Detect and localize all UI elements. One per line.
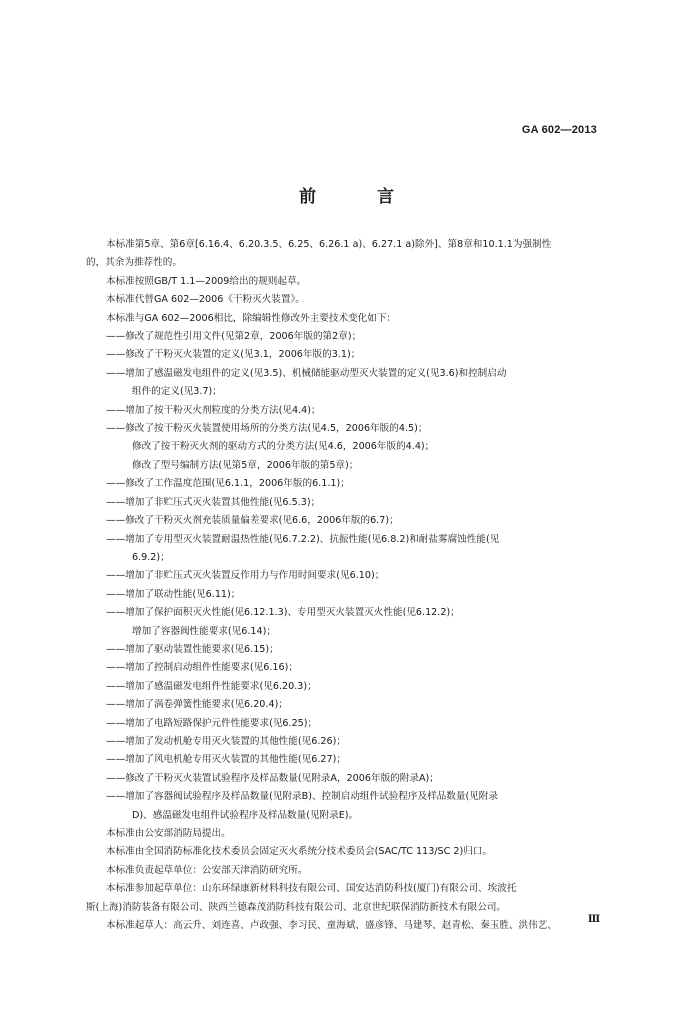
paragraph-line: 本标准与GA 602—2006相比，除编辑性修改外主要技术变化如下： bbox=[106, 312, 397, 324]
section-title: 前 言 bbox=[299, 187, 416, 207]
list-item: ——增加了保护面积灭火性能(见6.12.1.3)、专用型灭火装置灭火性能(见6.12.2)； bbox=[106, 607, 460, 619]
list-item-continuation: 修改了型号编制方法(见第5章，2006年版的第5章)； bbox=[132, 459, 359, 471]
list-item-continuation: 6.9.2)； bbox=[132, 551, 170, 563]
list-item: ——增加了感温磁发电组件的定义(见3.5)、机械储能驱动型灭火装置的定义(见3.6)和控制启动 bbox=[106, 367, 507, 379]
paragraph-line: 本标准按照GB/T 1.1—2009给出的规则起草。 bbox=[106, 275, 307, 287]
list-item: ——增加了感温磁发电组件性能要求(见6.20.3)； bbox=[106, 680, 317, 692]
list-item: ——修改了干粉灭火装置的定义(见3.1，2006年版的3.1)； bbox=[106, 349, 361, 361]
list-item: ——增加了风电机舱专用灭火装置的其他性能(见6.27)； bbox=[106, 754, 346, 766]
list-item: ——增加了控制启动组件性能要求(见6.16)； bbox=[106, 662, 298, 674]
list-item: ——增加了按干粉灭火剂粒度的分类方法(见4.4)； bbox=[106, 404, 321, 416]
list-item: ——增加了专用型灭火装置耐温热性能(见6.7.2.2)、抗振性能(见6.8.2)和耐盐雾腐蚀性能(见 bbox=[106, 533, 500, 545]
list-item-continuation: 增加了容器阀性能要求(见6.14)； bbox=[132, 625, 276, 637]
paragraph-line: 本标准参加起草单位：山东环绿康新材料科技有限公司、国安达消防科技(厦门)有限公司、埃波托 bbox=[106, 883, 517, 895]
paragraph-line: 本标准第5章、第6章[6.16.4、6.20.3.5、6.25、6.26.1 a)、6.27.1 a)除外]、第8章和10.1.1为强制性 bbox=[106, 239, 552, 250]
list-item: ——增加了联动性能(见6.11)； bbox=[106, 588, 241, 600]
paragraph-line: 本标准代替GA 602—2006《干粉灭火装置》。 bbox=[106, 294, 305, 306]
list-item: ——修改了工作温度范围(见6.1.1，2006年版的6.1.1)； bbox=[106, 478, 350, 490]
list-item: ——增加了驱动装置性能要求(见6.15)； bbox=[106, 643, 279, 655]
list-item: ——增加了容器阀试验程序及样品数量(见附录B)、控制启动组件试验程序及样品数量(见附录 bbox=[106, 791, 498, 803]
paragraph-line: 斯(上海)消防装备有限公司、陕西兰德森茂消防科技有限公司、北京世纪联保消防新技术有限公司。 bbox=[86, 901, 507, 913]
paragraph-line: 本标准由全国消防标准化技术委员会固定灭火系统分技术委员会(SAC/TC 113/SC 2)归口。 bbox=[106, 846, 493, 858]
standard-code: GA 602—2013 bbox=[521, 124, 597, 136]
list-item: ——增加了电路短路保护元件性能要求(见6.25)； bbox=[106, 717, 318, 729]
list-item: ——修改了按干粉灭火装置使用场所的分类方法(见4.5，2006年版的4.5)； bbox=[106, 423, 428, 435]
paragraph-line: 本标准由公安部消防局提出。 bbox=[106, 828, 231, 839]
list-item: ——增加了发动机舱专用灭火装置的其他性能(见6.26)； bbox=[106, 735, 346, 747]
paragraph-line: 的，其余为推荐性的。 bbox=[86, 257, 182, 269]
paragraph-line: 本标准起草人：高云升、刘连喜、卢政强、李习民、童海斌、盛彦锋、马建琴、赵青松、秦玉胜、洪伟艺、 bbox=[106, 920, 557, 932]
foreword-body bbox=[86, 236, 598, 935]
list-item: ——增加了非贮压式灭火装置其他性能(见6.5.3)； bbox=[106, 496, 321, 508]
list-item: ——增加了涡卷弹簧性能要求(见6.20.4)； bbox=[106, 699, 288, 711]
list-item: ——增加了非贮压式灭火装置反作用力与作用时间要求(见6.10)； bbox=[106, 570, 385, 582]
list-item-continuation: D)、感温磁发电组件试验程序及样品数量(见附录E)。 bbox=[132, 809, 359, 821]
paragraph-line: 本标准负责起草单位：公安部天津消防研究所。 bbox=[106, 864, 308, 876]
list-item-continuation: 修改了按干粉灭火剂的驱动方式的分类方法(见4.6，2006年版的4.4)； bbox=[132, 441, 435, 453]
list-item: ——修改了规范性引用文件(见第2章，2006年版的第2章)； bbox=[106, 331, 362, 343]
list-item: ——修改了干粉灭火剂充装质量偏差要求(见6.6，2006年版的6.7)； bbox=[106, 515, 399, 527]
list-item: ——修改了干粉灭火装置试验程序及样品数量(见附录A，2006年版的附录A)； bbox=[106, 772, 439, 784]
list-item-continuation: 组件的定义(见3.7)； bbox=[132, 386, 222, 398]
page-number: Ⅲ bbox=[587, 914, 600, 925]
